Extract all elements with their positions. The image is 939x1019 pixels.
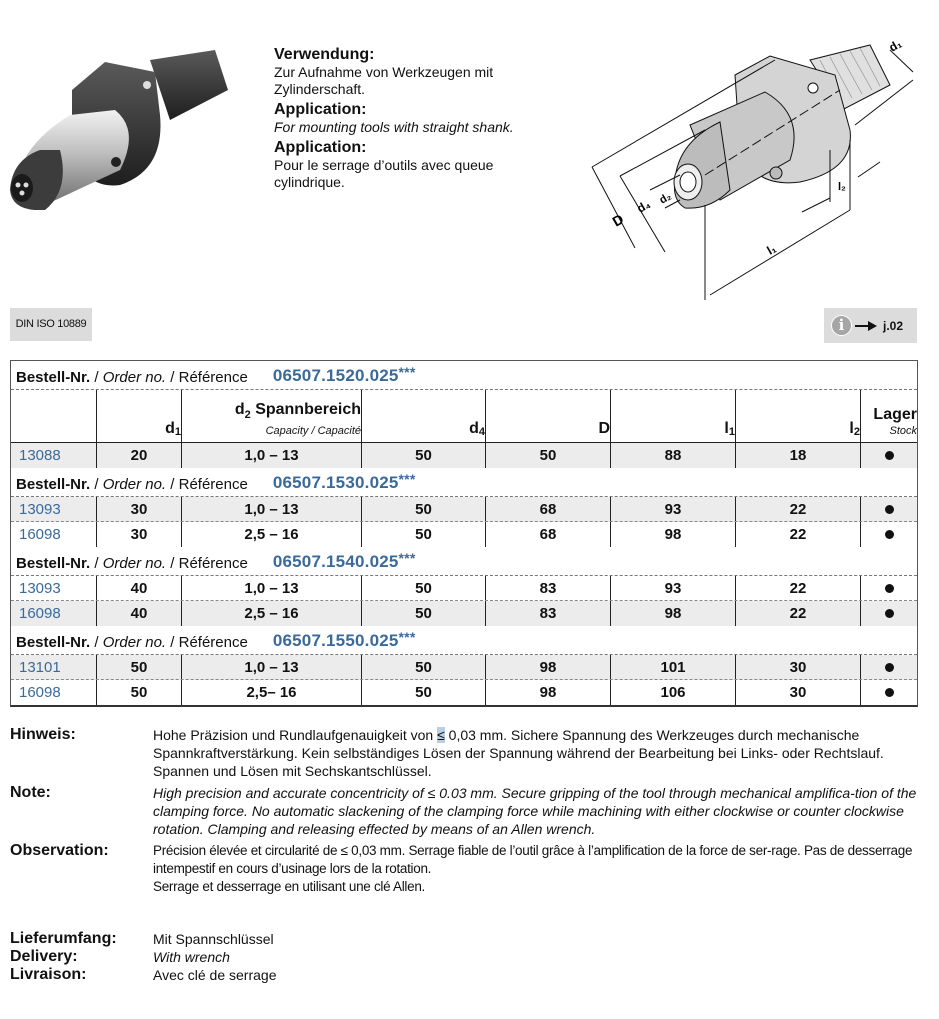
in-stock-dot-icon — [885, 609, 894, 618]
order-label: Bestell-Nr. / Order no. / Référence — [16, 369, 248, 386]
note-label-fr: Observation: — [10, 842, 109, 859]
table-row — [11, 576, 917, 601]
d4-value: 50 — [362, 655, 486, 679]
D-value: 68 — [486, 522, 611, 547]
in-stock-dot-icon — [885, 505, 894, 514]
table-row — [11, 497, 917, 522]
delivery-fr — [10, 966, 276, 984]
usage-section — [274, 46, 564, 194]
article-number[interactable]: 16098 — [11, 522, 97, 547]
d1-value: 50 — [97, 680, 182, 705]
D-value: 83 — [486, 601, 611, 626]
column-header-d2: $d_2$ Spannbereich Capacity / Capacité — [182, 390, 362, 442]
usage-heading-fr: Application: — [274, 139, 367, 156]
order-group-header — [11, 468, 917, 497]
usage-text-en: For mounting tools with straight shank. — [274, 119, 514, 135]
highlighted-symbol: ≤ — [437, 727, 445, 743]
l1-value: 98 — [611, 601, 736, 626]
stock-cell — [861, 497, 917, 521]
d1-value: 40 — [97, 576, 182, 600]
column-header-d1: $d_1$ — [97, 390, 182, 442]
in-stock-dot-icon — [885, 584, 894, 593]
table-row — [11, 522, 917, 547]
column-header-article — [11, 390, 97, 442]
order-label: Bestell-Nr. / Order no. / Référence — [16, 555, 248, 572]
stock-cell — [861, 601, 917, 626]
technical-drawing — [580, 30, 920, 310]
dim-label-l1: l₁ — [764, 241, 779, 258]
d2-value: 2,5– 16 — [182, 680, 362, 705]
column-header-row — [11, 390, 917, 443]
order-group-header — [11, 626, 917, 655]
in-stock-dot-icon — [885, 451, 894, 460]
d1-value: 40 — [97, 601, 182, 626]
in-stock-dot-icon — [885, 688, 894, 697]
l1-value: 101 — [611, 655, 736, 679]
note-text-fr: Précision élevée et circularité de ≤ 0,03 mm. Serrage fiable de l’outil grâce à l’amplification de la force de ser-rage. Pas de desserrage intempestif en cours d’usinage lors de la rotation. Serrage et desserrage en utilisant une clé Allen. — [153, 843, 913, 894]
article-number[interactable]: 13088 — [11, 443, 97, 468]
d1-value: 30 — [97, 497, 182, 521]
article-number[interactable]: 13101 — [11, 655, 97, 679]
l1-value: 93 — [611, 576, 736, 600]
note-en — [10, 784, 930, 838]
notes-section — [10, 726, 930, 900]
order-number: 06507.1520.025*** — [272, 364, 416, 385]
l1-value: 93 — [611, 497, 736, 521]
l1-value: 88 — [611, 443, 736, 468]
table-row — [11, 655, 917, 680]
info-icon: i — [831, 315, 852, 336]
l2-value: 22 — [736, 497, 861, 521]
d2-value: 1,0 – 13 — [182, 576, 362, 600]
stock-cell — [861, 443, 917, 468]
order-group-header — [11, 547, 917, 576]
delivery-label-de: Lieferumfang: — [10, 930, 117, 947]
d1-value: 30 — [97, 522, 182, 547]
l1-value: 106 — [611, 680, 736, 705]
article-number[interactable]: 16098 — [11, 680, 97, 705]
delivery-label-fr: Livraison: — [10, 966, 87, 983]
l1-value: 98 — [611, 522, 736, 547]
product-photo — [0, 20, 250, 210]
d4-value: 50 — [362, 522, 486, 547]
d4-value: 50 — [362, 576, 486, 600]
d1-value: 50 — [97, 655, 182, 679]
l2-value: 30 — [736, 680, 861, 705]
D-value: 68 — [486, 497, 611, 521]
dim-label-D: D — [609, 210, 627, 230]
arrow-right-icon — [855, 321, 879, 331]
reference-page: j.02 — [883, 318, 904, 333]
D-value: 98 — [486, 655, 611, 679]
d4-value: 50 — [362, 497, 486, 521]
d4-value: 50 — [362, 601, 486, 626]
d2-value: 2,5 – 16 — [182, 522, 362, 547]
order-label: Bestell-Nr. / Order no. / Référence — [16, 634, 248, 651]
d2-value: 1,0 – 13 — [182, 497, 362, 521]
column-header-D: D — [486, 390, 611, 442]
stock-cell — [861, 576, 917, 600]
article-number[interactable]: 13093 — [11, 576, 97, 600]
d2-value: 1,0 – 13 — [182, 443, 362, 468]
note-label-de: Hinweis: — [10, 726, 76, 743]
l2-value: 22 — [736, 522, 861, 547]
column-header-l1: $l_1$ — [611, 390, 736, 442]
stock-cell — [861, 522, 917, 547]
l2-value: 22 — [736, 601, 861, 626]
D-value: 98 — [486, 680, 611, 705]
order-label: Bestell-Nr. / Order no. / Référence — [16, 476, 248, 493]
d4-value: 50 — [362, 680, 486, 705]
in-stock-dot-icon — [885, 530, 894, 539]
dim-label-d2: d₂ — [657, 190, 674, 207]
column-header-l2: $l_2$ — [736, 390, 861, 442]
dim-label-l2: l₂ — [838, 181, 846, 193]
l2-value: 18 — [736, 443, 861, 468]
stock-cell — [861, 655, 917, 679]
dim-label-d1: d₁ — [886, 36, 905, 55]
note-label-en: Note: — [10, 784, 51, 801]
d1-value: 20 — [97, 443, 182, 468]
D-value: 50 — [486, 443, 611, 468]
standard-badge: DIN ISO 10889 — [10, 308, 92, 341]
d2-value: 2,5 – 16 — [182, 601, 362, 626]
product-table — [10, 360, 918, 707]
order-group-header — [11, 361, 917, 390]
delivery-label-en: Delivery: — [10, 948, 78, 965]
delivery-section — [10, 930, 276, 984]
table-row — [11, 601, 917, 626]
delivery-en — [10, 948, 276, 966]
note-fr — [10, 842, 930, 896]
D-value: 83 — [486, 576, 611, 600]
d2-value: 1,0 – 13 — [182, 655, 362, 679]
article-number[interactable]: 13093 — [11, 497, 97, 521]
usage-text-fr: Pour le serrage d’outils avec queue cylindrique. — [274, 157, 494, 190]
column-header-d4: $d_4$ — [362, 390, 486, 442]
delivery-de — [10, 930, 276, 948]
usage-heading-de: Verwendung: — [274, 46, 375, 63]
usage-text-de: Zur Aufnahme von Werkzeugen mit Zylinderschaft. — [274, 64, 494, 97]
article-number[interactable]: 16098 — [11, 601, 97, 626]
usage-heading-en: Application: — [274, 101, 367, 118]
delivery-text-fr: Avec clé de serrage — [153, 967, 277, 983]
table-row — [11, 680, 917, 705]
note-de — [10, 726, 930, 780]
column-header-stock: Lager Stock — [873, 406, 917, 437]
in-stock-dot-icon — [885, 663, 894, 672]
stock-cell — [861, 680, 917, 705]
d4-value: 50 — [362, 443, 486, 468]
note-text-en: High precision and accurate concentricity of ≤ 0.03 mm. Secure gripping of the tool through mechanical amplifica-tion of the clamping force. No automatic slackening of the clamping force while machining with either clockwise or counter clockwise rotation. Clamping and releasing effected by means of an Allen wrench. — [153, 785, 917, 837]
order-number: 06507.1550.025*** — [272, 629, 416, 650]
delivery-text-en: With wrench — [153, 949, 230, 965]
order-number: 06507.1530.025*** — [272, 471, 416, 492]
note-text-de: Hohe Präzision und Rundlaufgenauigkeit von ≤ 0,03 mm. Sichere Spannung des Werkzeuges durch mechanische Spannkraftverstärkung. Kein selbständiges Lösen der Spannung während der Bearbeitung bei Links- oder Rechtslauf. Spannen und Lösen mit Sechskantschlüssel. — [153, 727, 884, 779]
dim-label-d4: d₄ — [634, 196, 653, 216]
l2-value: 30 — [736, 655, 861, 679]
delivery-text-de: Mit Spannschlüssel — [153, 931, 274, 947]
l2-value: 22 — [736, 576, 861, 600]
reference-badge[interactable] — [824, 308, 917, 343]
order-number: 06507.1540.025*** — [272, 550, 416, 571]
table-row — [11, 443, 917, 468]
